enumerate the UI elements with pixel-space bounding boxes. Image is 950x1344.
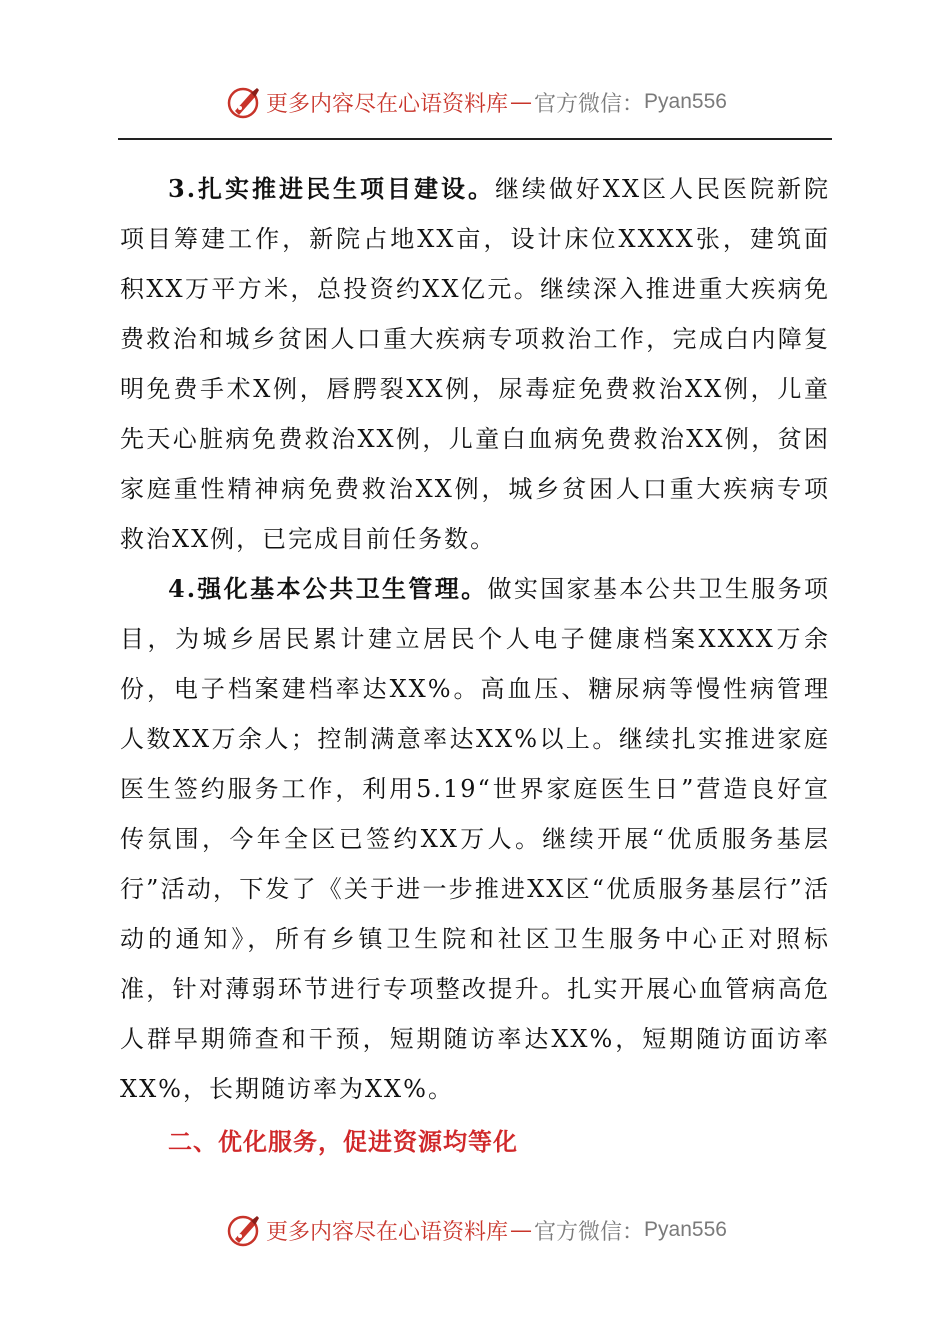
banner-content xyxy=(226,84,727,120)
banner-label: 官方微信： xyxy=(534,91,645,117)
pen-nib-logo-icon xyxy=(226,1212,262,1248)
banner-brand-text: 更多内容尽在心语资料库 xyxy=(266,91,509,117)
header-divider xyxy=(118,138,832,140)
paragraph-public-health xyxy=(120,564,830,1114)
pen-nib-logo-icon xyxy=(226,84,262,120)
footer-banner xyxy=(0,1208,950,1252)
banner-dash: — xyxy=(510,1217,533,1243)
paragraph-text: 做实国家基本公共卫生服务项目，为城乡居民累计建立居民个人电子健康档案XXXX万余份，电子档案建档率达XX%。高血压、糖尿病等慢性病管理人数XX万余人；控制满意率达XX%以上。继续扎实推进家庭医生签约服务工作，利用5.19“世界家庭医生日”营造良好宣传氛围，今年全区已签约XX万人。继续开展“优质服务基层行”活动，下发了《关于进一步推进XX区“优质服务基层行”活动的通知》，所有乡镇卫生院和社区卫生服务中心正对照标准，针对薄弱环节进行专项整改提升。扎实开展心血管病高危人群早期筛查和干预，短期随访率达XX%，短期随访面访率XX%，长期随访率为XX%。 xyxy=(120,575,830,1103)
banner-wechat-id: Pyan556 xyxy=(644,90,727,113)
paragraph-lead: 4.强化基本公共卫生管理。 xyxy=(168,574,488,603)
paragraph-text: 继续做好XX区人民医院新院项目筹建工作，新院占地XX亩，设计床位XXXX张，建筑面积XX万平方米，总投资约XX亿元。继续深入推进重大疾病免费救治和城乡贫困人口重大疾病专项救治工作，完成白内障复明免费手术X例，唇腭裂XX例，尿毒症免费救治XX例，儿童先天心脏病免费救治XX例，儿童白血病免费救治XX例，贫困家庭重性精神病免费救治XX例，城乡贫困人口重大疾病专项救治XX例，已完成目前任务数。 xyxy=(120,175,830,553)
banner-wechat-id: Pyan556 xyxy=(644,1218,727,1241)
document-body xyxy=(120,164,830,1168)
paragraph-lead: 3.扎实推进民生项目建设。 xyxy=(168,174,495,203)
paragraph-livelihood-projects xyxy=(120,164,830,564)
header-banner xyxy=(0,80,950,124)
banner-content xyxy=(226,1212,727,1248)
banner-dash: — xyxy=(510,89,533,115)
banner-label: 官方微信： xyxy=(534,1219,645,1245)
section-heading: 二、优化服务，促进资源均等化 xyxy=(168,1128,518,1156)
banner-brand-text: 更多内容尽在心语资料库 xyxy=(266,1219,509,1245)
